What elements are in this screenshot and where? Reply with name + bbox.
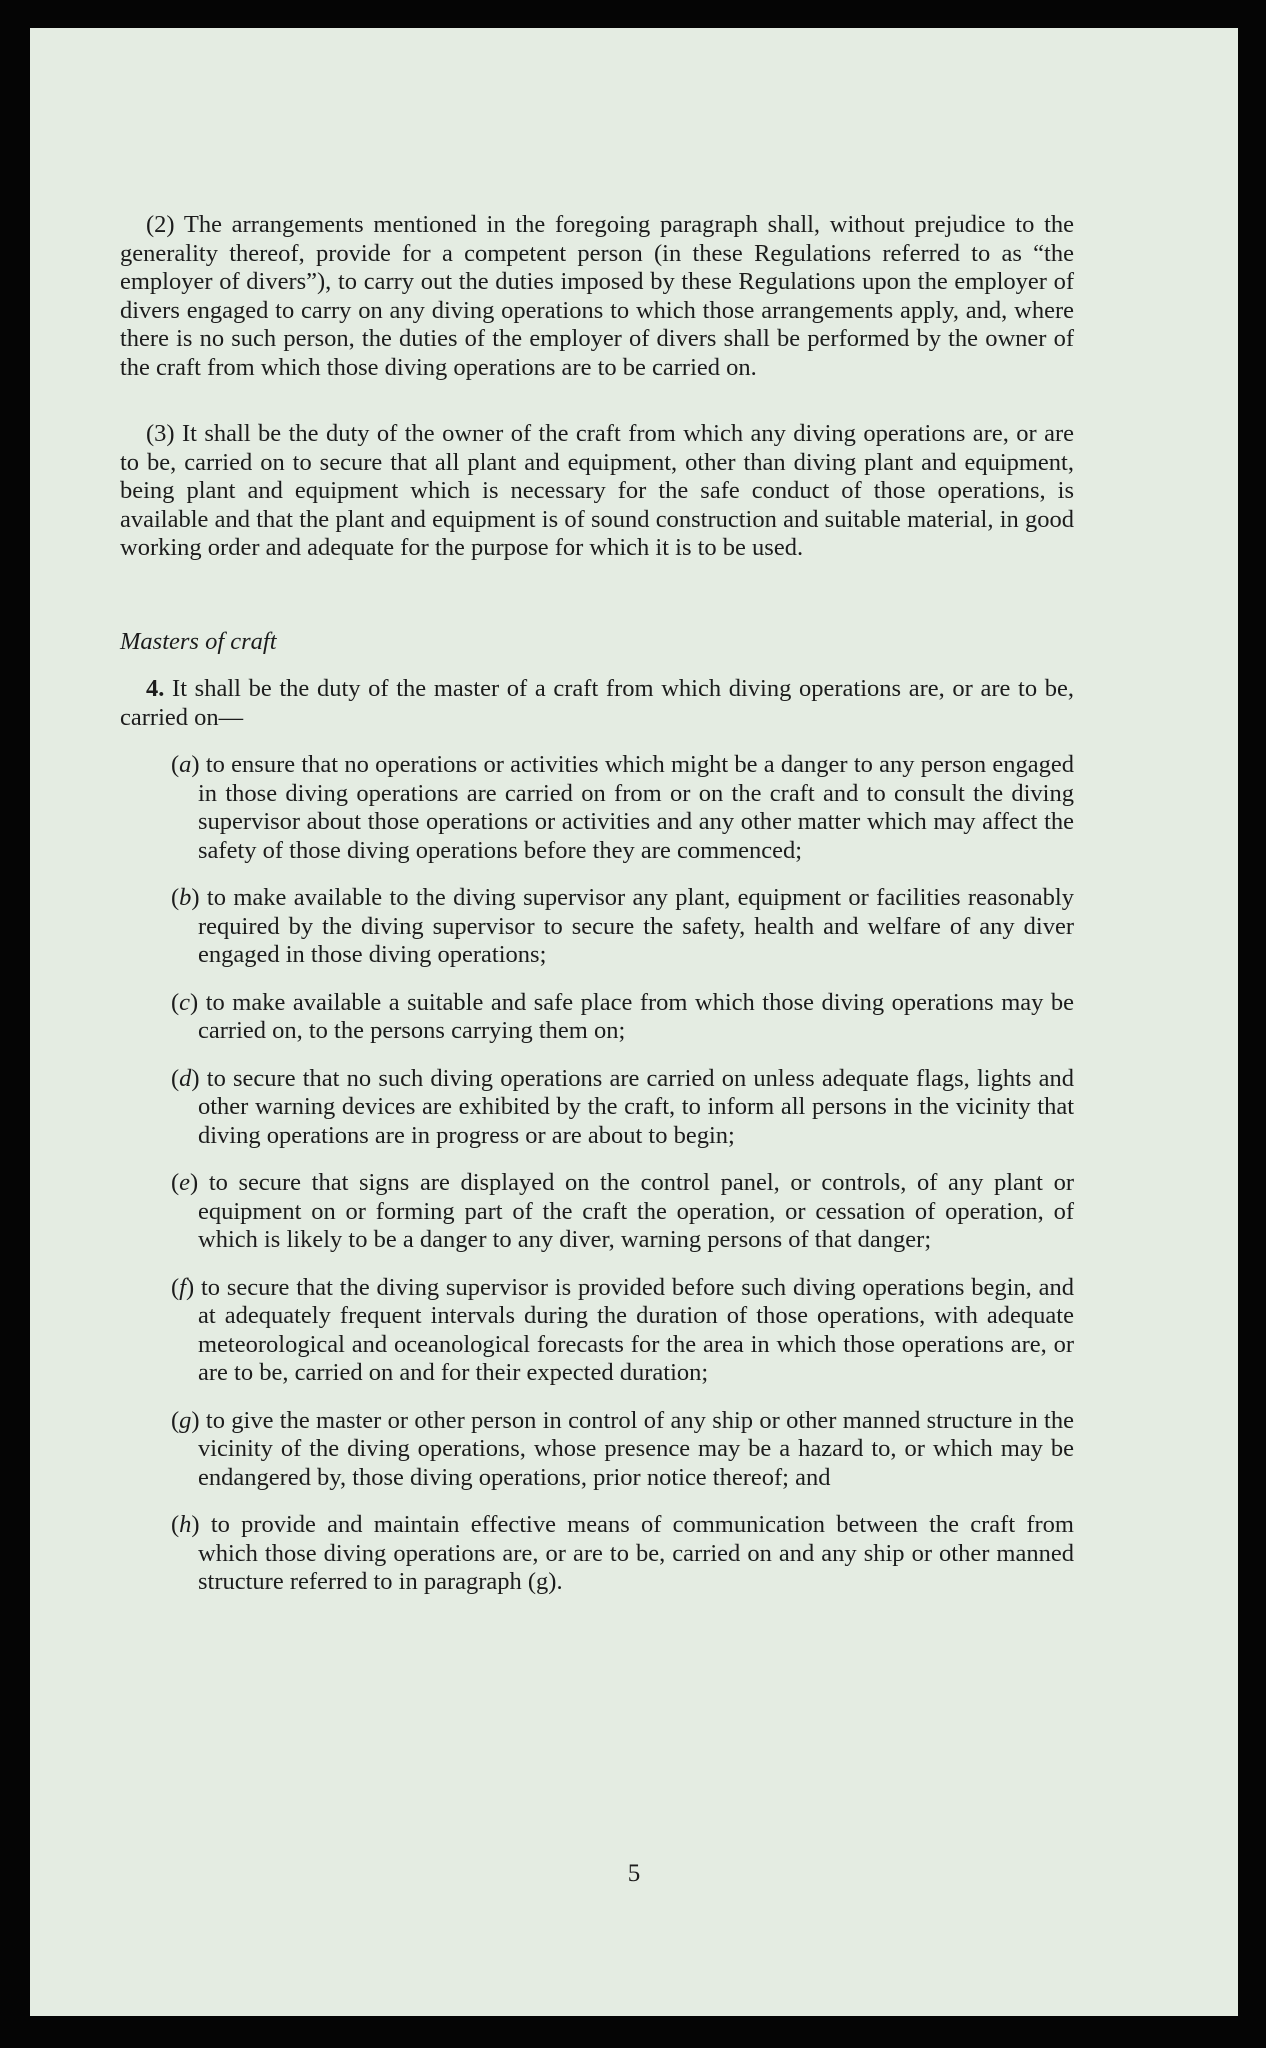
item-letter: a xyxy=(179,751,192,778)
clause-4-text: It shall be the duty of the master of a craft from which diving operations are, or are to be, carried on— xyxy=(120,675,1075,731)
clause-4-items xyxy=(120,751,1074,1597)
list-item: (e) to secure that signs are displayed on the control panel, or controls, of any plant or equipment on or forming part of the craft the operation, or cessation of operation, of which is likely to be a danger to any diver, warning persons of that danger; xyxy=(171,1169,1074,1253)
list-item: (c) to make available a suitable and safe place from which those diving operations may be carried on, to the persons carrying them on; xyxy=(171,988,1074,1044)
item-text: to secure that signs are displayed on the control panel, or controls, of any plant or equipment on or forming part of the craft the operation, or cessation of operation, of which is likely to be a danger to any diver, warning persons of that danger; xyxy=(198,1169,1074,1253)
list-item: (h) to provide and maintain effective means of communication between the craft from which those diving operations are, or are to be, carried on and any ship or other manned structure referred to in paragraph (g). xyxy=(171,1511,1074,1595)
item-text: to secure that no such diving operations are carried on unless adequate flags, lights and other warning devices are exhibited by the craft, to inform all persons in the vicinity that diving operations are in progress or are about to begin; xyxy=(198,1064,1074,1149)
list-item: (a) to ensure that no operations or activities which might be a danger to any person engaged in those diving operations are carried on from or on the craft and to consult the diving supervisor about those operations or activities and any other matter which may affect the safety of those diving operations before they are commenced; xyxy=(171,751,1074,864)
page-number: 5 xyxy=(627,1860,641,1887)
list-item: (d) to secure that no such diving operations are carried on unless adequate flags, lights and other warning devices are exhibited by the craft, to inform all persons in the vicinity that diving operations are in progress or are about to begin; xyxy=(171,1064,1074,1149)
item-letter: c xyxy=(179,988,191,1016)
list-item: (f) to secure that the diving supervisor is provided before such diving operations begin, and at adequately frequent intervals during the duration of those operations, with adequate meteorological and oceanological forecasts for the area in which those operations are, or are to be, carried on and for their expected duration; xyxy=(171,1273,1074,1386)
item-text: to make available a suitable and safe place from which those diving operations may be carried on, to the persons carrying them on; xyxy=(198,988,1074,1044)
list-item: (g) to give the master or other person in control of any ship or other manned structure in the vicinity of the diving operations, whose presence may be a hazard to, or which may be endangered by, those diving operations, prior notice thereof; and xyxy=(171,1406,1074,1491)
document-page xyxy=(30,28,1238,2016)
item-text: to give the master or other person in control of any ship or other manned structure in the vicinity of the diving operations, whose presence may be a hazard to, or which may be endangered by, those diving operations, prior notice thereof; and xyxy=(198,1406,1074,1491)
paragraph-3: (3) It shall be the duty of the owner of the craft from which any diving operations are, or are to be, carried on to secure that all plant and equipment, other than diving plant and equipment, being plant and equipment which is necessary for the safe conduct of those operations, is available and that the plant and equipment is of sound construction and suitable material, in good working order and adequate for the purpose for which it is to be used. xyxy=(120,420,1074,561)
item-letter: b xyxy=(179,884,192,911)
list-item: (b) to make available to the diving supervisor any plant, equipment or facilities reasonably required by the diving supervisor to secure the safety, health and welfare of any diver engaged in those diving operations; xyxy=(171,884,1074,968)
clause-number: 4. xyxy=(146,675,165,702)
item-letter: h xyxy=(179,1511,192,1538)
clause-4 xyxy=(120,675,1074,732)
item-letter: g xyxy=(179,1406,192,1434)
item-text: to secure that the diving supervisor is provided before such diving operations begin, and at adequately frequent intervals during the duration of those operations, with adequate meteorological and oceanological forecasts for the area in which those operations are, or are to be, carried on and for their expected duration; xyxy=(198,1273,1074,1386)
item-letter: d xyxy=(179,1064,192,1092)
paragraph-2: (2) The arrangements mentioned in the foregoing paragraph shall, without prejudice to the generality thereof, provide for a competent person (in these Regulations referred to as “the employer of divers”), to carry out the duties imposed by these Regulations upon the employer of divers engaged to carry on any diving operations to which those arrangements apply, and, where there is no such person, the duties of the employer of divers shall be performed by the owner of the craft from which those diving operations are to be carried on. xyxy=(120,211,1074,381)
item-text: to provide and maintain effective means of communication between the craft from which those diving operations are, or are to be, carried on and any ship or other manned structure referred to in paragraph (g). xyxy=(198,1511,1074,1595)
item-text: to ensure that no operations or activities which might be a danger to any person engaged in those diving operations are carried on from or on the craft and to consult the diving supervisor about those operations or activities and any other matter which may affect the safety of those diving operations before they are commenced; xyxy=(198,751,1074,864)
item-letter: f xyxy=(179,1273,186,1301)
item-letter: e xyxy=(179,1169,191,1196)
item-text: to make available to the diving supervisor any plant, equipment or facilities reasonably required by the diving supervisor to secure the safety, health and welfare of any diver engaged in those diving operations; xyxy=(198,884,1074,968)
page-body xyxy=(120,211,1074,1597)
section-heading: Masters of craft xyxy=(120,627,277,655)
